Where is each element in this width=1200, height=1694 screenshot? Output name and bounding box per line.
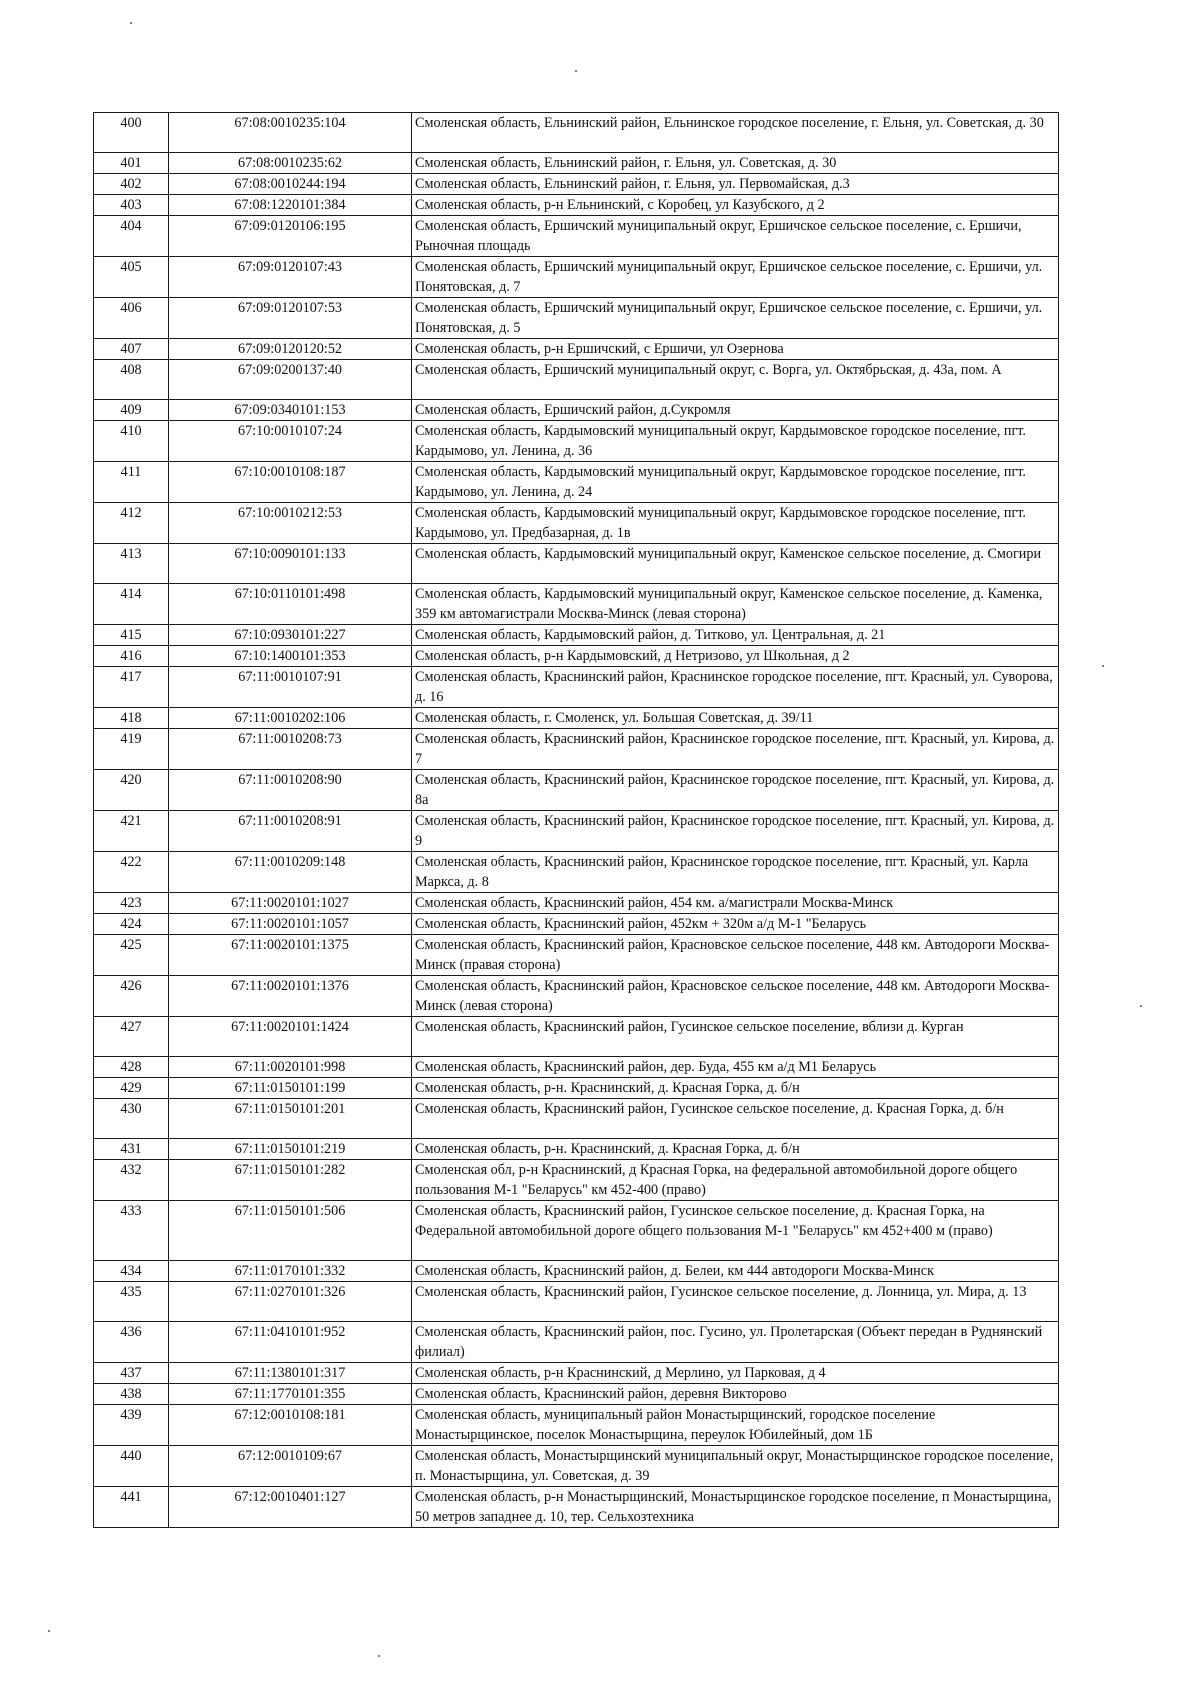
row-number-cell: 413 [94, 544, 169, 584]
table-row [94, 1384, 1059, 1405]
cadastral-number-cell: 67:11:0020101:998 [169, 1057, 412, 1078]
table-row [94, 935, 1059, 976]
row-number-cell: 429 [94, 1078, 169, 1099]
table-row [94, 257, 1059, 298]
row-number-cell: 430 [94, 1099, 169, 1139]
table-row [94, 914, 1059, 935]
table-row [94, 1057, 1059, 1078]
cadastral-number-cell: 67:12:0010109:67 [169, 1446, 412, 1487]
row-number-cell: 435 [94, 1282, 169, 1322]
row-number-cell: 415 [94, 625, 169, 646]
table-row [94, 667, 1059, 708]
scan-speck [575, 70, 577, 72]
address-cell: Смоленская область, Краснинский район, Краснинское городское поселение, пгт. Красный, ул. Кирова, д. 7 [412, 729, 1059, 770]
row-number-cell: 402 [94, 174, 169, 195]
row-number-cell: 416 [94, 646, 169, 667]
cadastral-number-cell: 67:11:0270101:326 [169, 1282, 412, 1322]
row-number-cell: 418 [94, 708, 169, 729]
address-cell: Смоленская область, Кардымовский муниципальный округ, Каменское сельское поселение, д. Каменка, 359 км автомагистрали Москва-Минск (левая сторона) [412, 584, 1059, 625]
cadastral-number-cell: 67:08:0010235:62 [169, 153, 412, 174]
cadastral-number-cell: 67:11:0170101:332 [169, 1261, 412, 1282]
row-number-cell: 433 [94, 1201, 169, 1261]
cadastral-number-cell: 67:11:0010202:106 [169, 708, 412, 729]
table-row [94, 1322, 1059, 1363]
cadastral-number-cell: 67:10:0090101:133 [169, 544, 412, 584]
row-number-cell: 410 [94, 421, 169, 462]
address-cell: Смоленская область, Краснинский район, Гусинское сельское поселение, д. Красная Горка, на Федеральной автомобильной дороге общего пользования М-1 "Беларусь" км 452+400 м (право) [412, 1201, 1059, 1261]
row-number-cell: 426 [94, 976, 169, 1017]
address-cell: Смоленская область, Кардымовский муниципальный округ, Кардымовское городское поселение, пгт. Кардымово, ул. Предбазарная, д. 1в [412, 503, 1059, 544]
table-row [94, 503, 1059, 544]
cadastral-number-cell: 67:11:1380101:317 [169, 1363, 412, 1384]
row-number-cell: 403 [94, 195, 169, 216]
table-row [94, 1446, 1059, 1487]
row-number-cell: 428 [94, 1057, 169, 1078]
address-cell: Смоленская область, Краснинский район, пос. Гусино, ул. Пролетарская (Объект передан в Руднянский филиал) [412, 1322, 1059, 1363]
address-cell: Смоленская область, Краснинский район, Гусинское сельское поселение, д. Красная Горка, д. б/н [412, 1099, 1059, 1139]
address-cell: Смоленская область, р-н Ельнинский, с Коробец, ул Казубского, д 2 [412, 195, 1059, 216]
row-number-cell: 437 [94, 1363, 169, 1384]
address-cell: Смоленская область, Ельнинский район, Ельнинское городское поселение, г. Ельня, ул. Советская, д. 30 [412, 113, 1059, 153]
row-number-cell: 409 [94, 400, 169, 421]
table-row [94, 1017, 1059, 1057]
row-number-cell: 412 [94, 503, 169, 544]
cadastral-number-cell: 67:09:0200137:40 [169, 360, 412, 400]
table-row [94, 216, 1059, 257]
table-row [94, 1160, 1059, 1201]
scan-speck [1140, 1005, 1142, 1007]
table-row [94, 811, 1059, 852]
address-cell: Смоленская область, Ельнинский район, г. Ельня, ул. Советская, д. 30 [412, 153, 1059, 174]
cadastral-number-cell: 67:11:0020101:1375 [169, 935, 412, 976]
row-number-cell: 422 [94, 852, 169, 893]
address-cell: Смоленская область, Краснинский район, Красновское сельское поселение, 448 км. Автодороги Москва-Минск (левая сторона) [412, 976, 1059, 1017]
address-cell: Смоленская область, Краснинский район, Краснинское городское поселение, пгт. Красный, ул. Суворова, д. 16 [412, 667, 1059, 708]
row-number-cell: 427 [94, 1017, 169, 1057]
row-number-cell: 411 [94, 462, 169, 503]
address-cell: Смоленская область, Ершичский муниципальный округ, Ершичское сельское поселение, с. Ершичи, Рыночная площадь [412, 216, 1059, 257]
table-row [94, 1487, 1059, 1528]
row-number-cell: 406 [94, 298, 169, 339]
address-cell: Смоленская область, муниципальный район Монастырщинский, городское поселение Монастырщинское, поселок Монастырщина, переулок Юбилейный, дом 1Б [412, 1405, 1059, 1446]
row-number-cell: 421 [94, 811, 169, 852]
table-row [94, 646, 1059, 667]
cadastral-number-cell: 67:10:1400101:353 [169, 646, 412, 667]
cadastral-number-cell: 67:11:0150101:506 [169, 1201, 412, 1261]
cadastral-number-cell: 67:09:0120107:43 [169, 257, 412, 298]
address-cell: Смоленская область, Ельнинский район, г. Ельня, ул. Первомайская, д.3 [412, 174, 1059, 195]
address-cell: Смоленская область, Ершичский муниципальный округ, с. Ворга, ул. Октябрьская, д. 43а, пом. А [412, 360, 1059, 400]
cadastral-number-cell: 67:10:0010107:24 [169, 421, 412, 462]
address-cell: Смоленская область, Ершичский муниципальный округ, Ершичское сельское поселение, с. Ершичи, ул. Понятовская, д. 7 [412, 257, 1059, 298]
row-number-cell: 441 [94, 1487, 169, 1528]
address-cell: Смоленская обл, р-н Краснинский, д Красная Горка, на федеральной автомобильной дороге общего пользования М-1 "Беларусь" км 452-400 (право) [412, 1160, 1059, 1201]
address-cell: Смоленская область, Монастырщинский муниципальный округ, Монастырщинское городское поселение, п. Монастырщина, ул. Советская, д. 39 [412, 1446, 1059, 1487]
cadastral-number-cell: 67:11:0010107:91 [169, 667, 412, 708]
cadastral-number-cell: 67:11:0010209:148 [169, 852, 412, 893]
cadastral-number-cell: 67:11:0020101:1027 [169, 893, 412, 914]
row-number-cell: 424 [94, 914, 169, 935]
address-cell: Смоленская область, р-н Ершичский, с Ершичи, ул Озернова [412, 339, 1059, 360]
table-row [94, 1282, 1059, 1322]
scan-speck [130, 22, 132, 24]
cadastral-number-cell: 67:11:0410101:952 [169, 1322, 412, 1363]
cadastral-number-cell: 67:11:1770101:355 [169, 1384, 412, 1405]
address-cell: Смоленская область, Ершичский муниципальный округ, Ершичское сельское поселение, с. Ершичи, ул. Понятовская, д. 5 [412, 298, 1059, 339]
row-number-cell: 408 [94, 360, 169, 400]
cadastral-number-cell: 67:11:0150101:219 [169, 1139, 412, 1160]
address-cell: Смоленская область, Кардымовский муниципальный округ, Кардымовское городское поселение, пгт. Кардымово, ул. Ленина, д. 36 [412, 421, 1059, 462]
cadastral-number-cell: 67:09:0120120:52 [169, 339, 412, 360]
table-row [94, 625, 1059, 646]
table-row [94, 1078, 1059, 1099]
address-cell: Смоленская область, Краснинский район, 452км + 320м а/д М-1 "Беларусь [412, 914, 1059, 935]
table-row [94, 360, 1059, 400]
address-cell: Смоленская область, Краснинский район, Красновское сельское поселение, 448 км. Автодороги Москва-Минск (правая сторона) [412, 935, 1059, 976]
table-row [94, 1099, 1059, 1139]
cadastral-number-cell: 67:12:0010401:127 [169, 1487, 412, 1528]
row-number-cell: 431 [94, 1139, 169, 1160]
cadastral-number-cell: 67:08:0010235:104 [169, 113, 412, 153]
address-cell: Смоленская область, Краснинский район, Краснинское городское поселение, пгт. Красный, ул. Кирова, д. 9 [412, 811, 1059, 852]
table-row [94, 153, 1059, 174]
table-row [94, 1139, 1059, 1160]
row-number-cell: 420 [94, 770, 169, 811]
row-number-cell: 439 [94, 1405, 169, 1446]
table-row [94, 298, 1059, 339]
cadastral-number-cell: 67:11:0010208:73 [169, 729, 412, 770]
cadastral-number-cell: 67:10:0010108:187 [169, 462, 412, 503]
scan-speck [48, 1630, 50, 1632]
address-cell: Смоленская область, Кардымовский муниципальный округ, Каменское сельское поселение, д. Смогири [412, 544, 1059, 584]
table-row [94, 174, 1059, 195]
row-number-cell: 434 [94, 1261, 169, 1282]
table-row [94, 339, 1059, 360]
table-row [94, 462, 1059, 503]
address-cell: Смоленская область, Краснинский район, дер. Буда, 455 км а/д М1 Беларусь [412, 1057, 1059, 1078]
row-number-cell: 436 [94, 1322, 169, 1363]
table-row [94, 1363, 1059, 1384]
address-cell: Смоленская область, р-н. Краснинский, д. Красная Горка, д. б/н [412, 1078, 1059, 1099]
table-row [94, 195, 1059, 216]
cadastral-number-cell: 67:10:0010212:53 [169, 503, 412, 544]
table-row [94, 893, 1059, 914]
table-row [94, 400, 1059, 421]
row-number-cell: 432 [94, 1160, 169, 1201]
address-cell: Смоленская область, р-н Краснинский, д Мерлино, ул Парковая, д 4 [412, 1363, 1059, 1384]
address-cell: Смоленская область, г. Смоленск, ул. Большая Советская, д. 39/11 [412, 708, 1059, 729]
cadastral-number-cell: 67:11:0010208:91 [169, 811, 412, 852]
cadastral-number-cell: 67:11:0020101:1424 [169, 1017, 412, 1057]
cadastral-number-cell: 67:09:0120107:53 [169, 298, 412, 339]
scan-speck [378, 1655, 380, 1657]
cadastral-number-cell: 67:11:0020101:1057 [169, 914, 412, 935]
scan-speck [1102, 665, 1104, 667]
cadastral-number-cell: 67:11:0150101:199 [169, 1078, 412, 1099]
table-row [94, 708, 1059, 729]
cadastral-number-cell: 67:11:0150101:282 [169, 1160, 412, 1201]
cadastral-number-cell: 67:10:0930101:227 [169, 625, 412, 646]
row-number-cell: 400 [94, 113, 169, 153]
address-cell: Смоленская область, р-н. Краснинский, д. Красная Горка, д. б/н [412, 1139, 1059, 1160]
property-register-table [93, 112, 1059, 1528]
row-number-cell: 404 [94, 216, 169, 257]
cadastral-number-cell: 67:12:0010108:181 [169, 1405, 412, 1446]
address-cell: Смоленская область, Ершичский район, д.Сукромля [412, 400, 1059, 421]
cadastral-number-cell: 67:09:0340101:153 [169, 400, 412, 421]
row-number-cell: 423 [94, 893, 169, 914]
address-cell: Смоленская область, р-н Монастырщинский, Монастырщинское городское поселение, п Монастырщина, 50 метров западнее д. 10, тер. Сельхозтехника [412, 1487, 1059, 1528]
table-row [94, 1201, 1059, 1261]
row-number-cell: 440 [94, 1446, 169, 1487]
row-number-cell: 417 [94, 667, 169, 708]
address-cell: Смоленская область, Кардымовский район, д. Титково, ул. Центральная, д. 21 [412, 625, 1059, 646]
table-row [94, 976, 1059, 1017]
address-cell: Смоленская область, Краснинский район, деревня Викторово [412, 1384, 1059, 1405]
table-row [94, 1405, 1059, 1446]
cadastral-number-cell: 67:08:1220101:384 [169, 195, 412, 216]
cadastral-number-cell: 67:09:0120106:195 [169, 216, 412, 257]
address-cell: Смоленская область, Краснинский район, Гусинское сельское поселение, вблизи д. Курган [412, 1017, 1059, 1057]
table-row [94, 852, 1059, 893]
address-cell: Смоленская область, Кардымовский муниципальный округ, Кардымовское городское поселение, пгт. Кардымово, ул. Ленина, д. 24 [412, 462, 1059, 503]
table-row [94, 421, 1059, 462]
table-row [94, 113, 1059, 153]
row-number-cell: 407 [94, 339, 169, 360]
row-number-cell: 405 [94, 257, 169, 298]
address-cell: Смоленская область, Краснинский район, Гусинское сельское поселение, д. Лонница, ул. Мира, д. 13 [412, 1282, 1059, 1322]
register-table-body [94, 113, 1059, 1528]
cadastral-number-cell: 67:11:0010208:90 [169, 770, 412, 811]
address-cell: Смоленская область, Краснинский район, Краснинское городское поселение, пгт. Красный, ул. Кирова, д. 8а [412, 770, 1059, 811]
table-row [94, 544, 1059, 584]
row-number-cell: 401 [94, 153, 169, 174]
address-cell: Смоленская область, р-н Кардымовский, д Нетризово, ул Школьная, д 2 [412, 646, 1059, 667]
address-cell: Смоленская область, Краснинский район, 454 км. а/магистрали Москва-Минск [412, 893, 1059, 914]
row-number-cell: 425 [94, 935, 169, 976]
table-row [94, 770, 1059, 811]
cadastral-number-cell: 67:11:0150101:201 [169, 1099, 412, 1139]
cadastral-number-cell: 67:08:0010244:194 [169, 174, 412, 195]
row-number-cell: 414 [94, 584, 169, 625]
table-row [94, 1261, 1059, 1282]
row-number-cell: 419 [94, 729, 169, 770]
row-number-cell: 438 [94, 1384, 169, 1405]
table-row [94, 584, 1059, 625]
cadastral-number-cell: 67:11:0020101:1376 [169, 976, 412, 1017]
address-cell: Смоленская область, Краснинский район, д. Белеи, км 444 автодороги Москва-Минск [412, 1261, 1059, 1282]
table-row [94, 729, 1059, 770]
cadastral-number-cell: 67:10:0110101:498 [169, 584, 412, 625]
address-cell: Смоленская область, Краснинский район, Краснинское городское поселение, пгт. Красный, ул. Карла Маркса, д. 8 [412, 852, 1059, 893]
